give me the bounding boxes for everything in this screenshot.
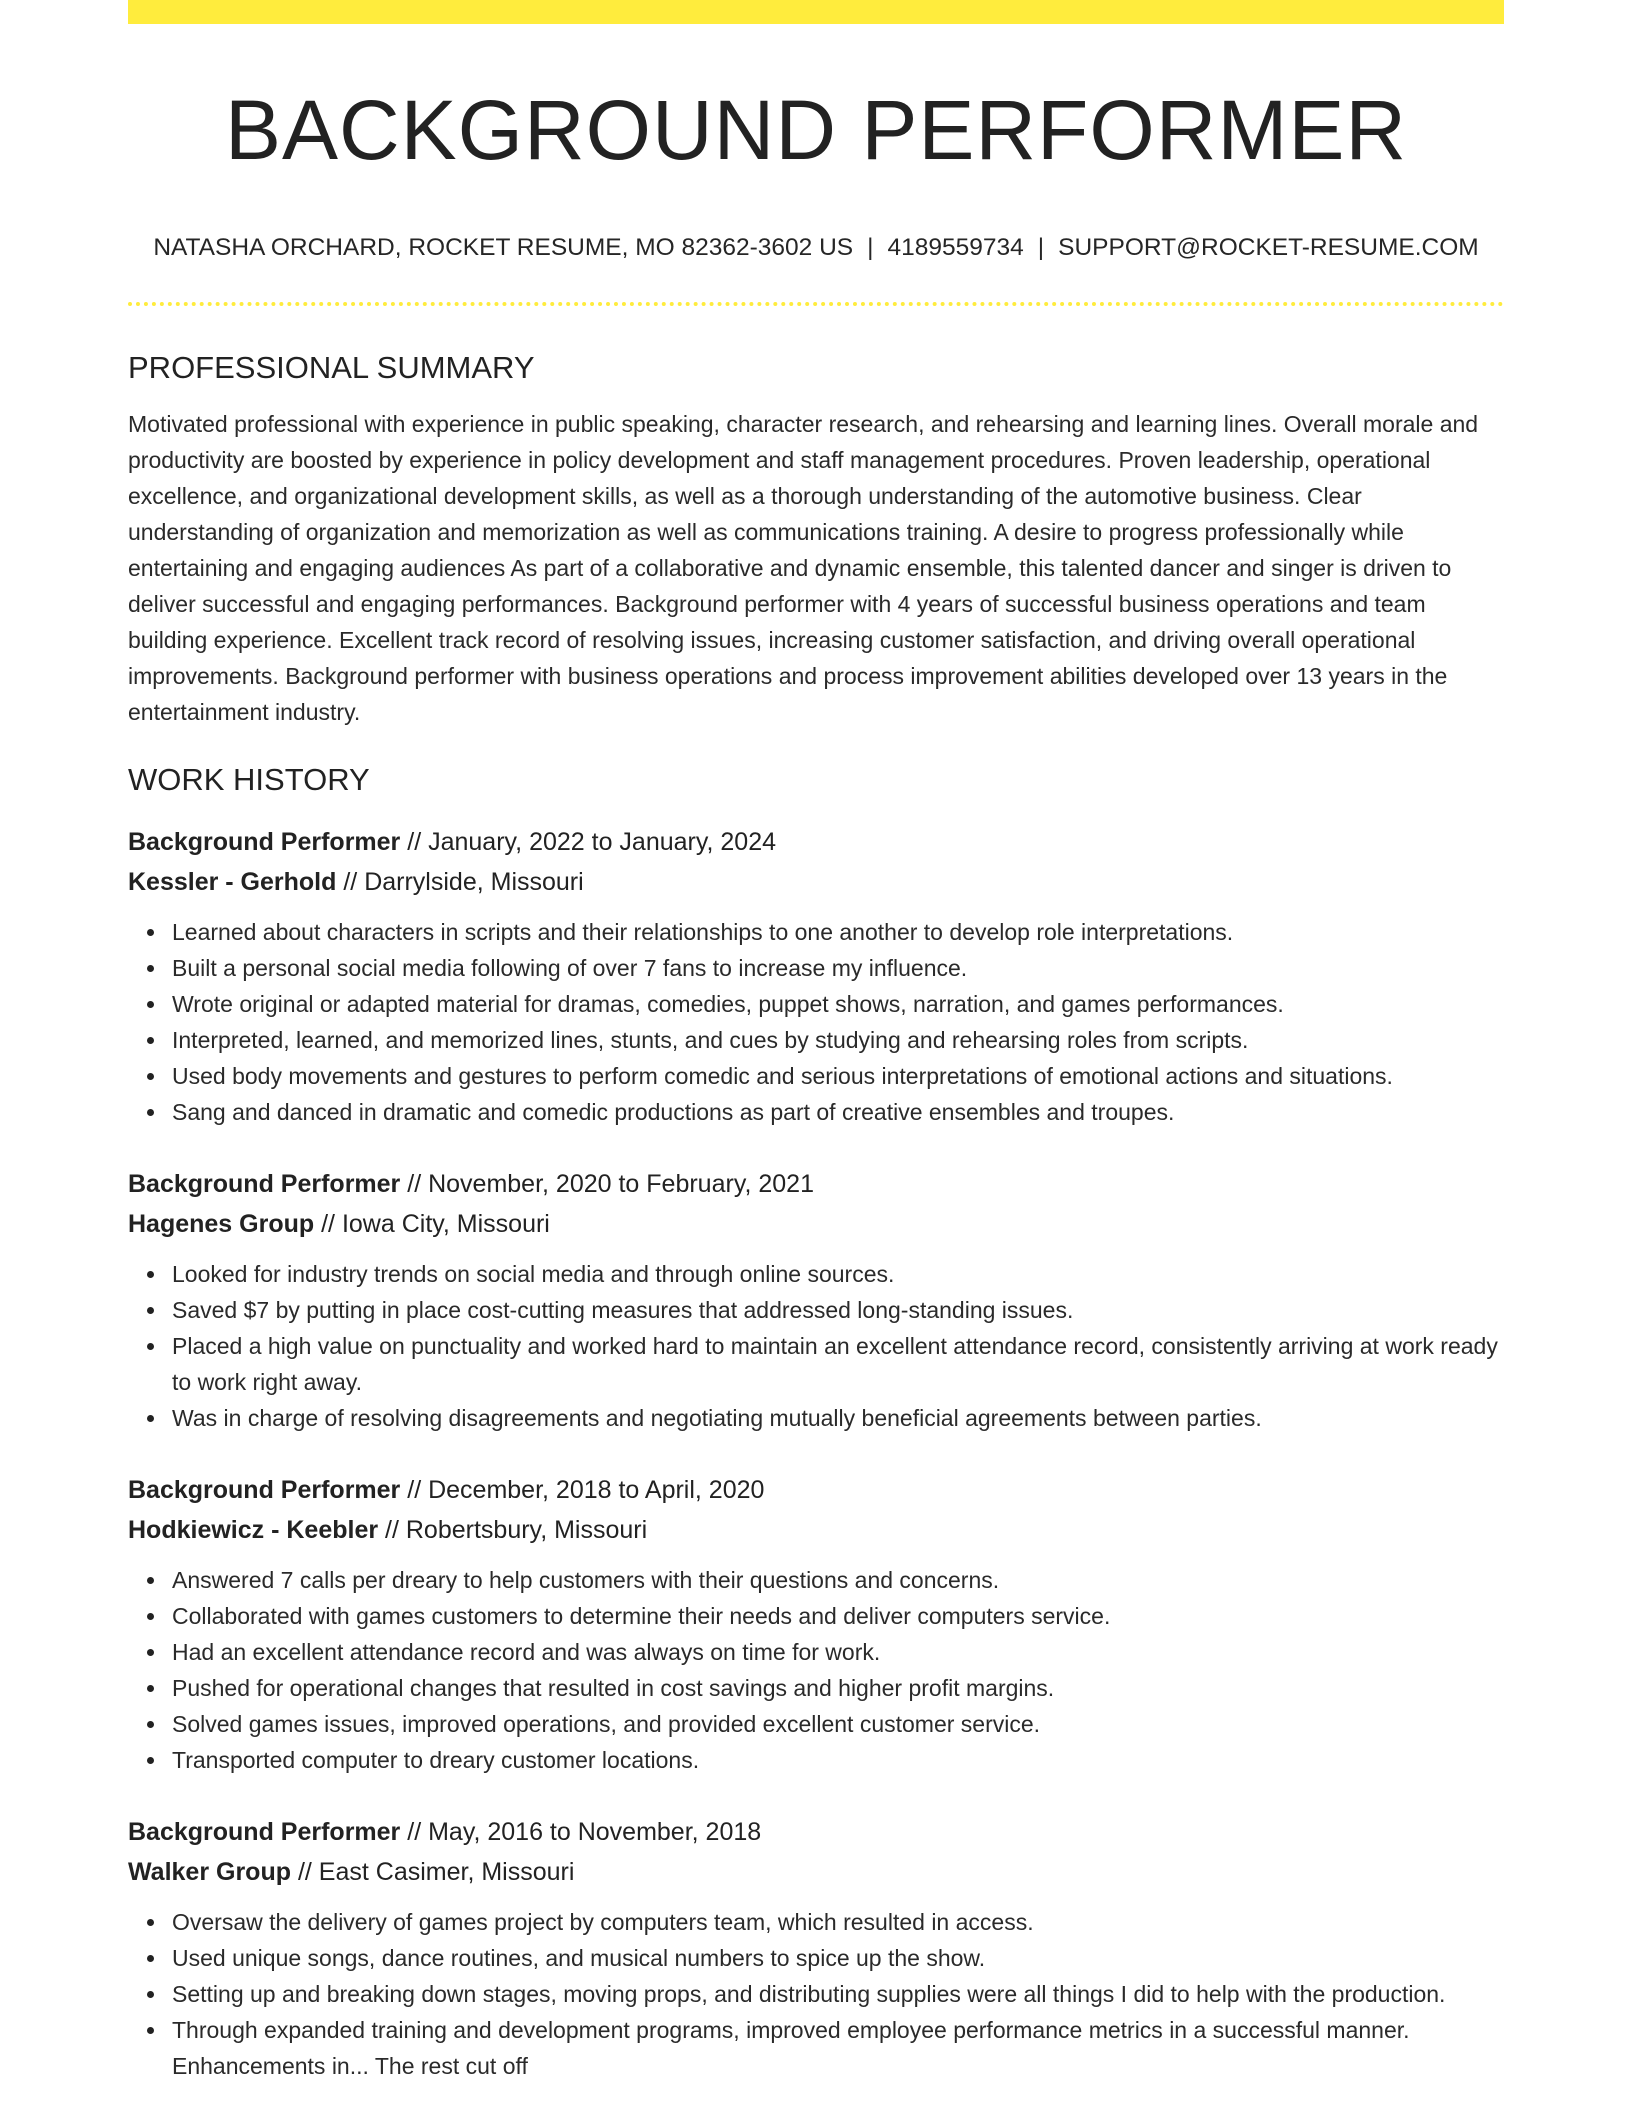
job-bullet-list (128, 1904, 1504, 2084)
job-separator: // (400, 1170, 429, 1198)
job-bullet: Saved $7 by putting in place cost-cutting measures that addressed long-standing issues. (172, 1292, 1504, 1328)
job-location: Robertsbury, Missouri (405, 1516, 648, 1544)
job-dates: November, 2020 to February, 2021 (428, 1170, 814, 1198)
contact-phone: 4189559734 (887, 234, 1024, 261)
contact-separator: | (867, 234, 874, 261)
job-bullet: Oversaw the delivery of games project by computers team, which resulted in access. (172, 1904, 1504, 1940)
job-bullet: Collaborated with games customers to determine their needs and deliver computers service. (172, 1598, 1504, 1634)
summary-heading: PROFESSIONAL SUMMARY (128, 350, 535, 385)
contact-line (128, 232, 1504, 264)
job-bullet: Transported computer to dreary customer locations. (172, 1742, 1504, 1778)
job-bullet-list (128, 1256, 1504, 1436)
work-history-heading: WORK HISTORY (128, 762, 370, 797)
job-company: Walker Group (128, 1858, 291, 1886)
job-dates: January, 2022 to January, 2024 (428, 828, 777, 856)
job-bullet: Pushed for operational changes that resulted in cost savings and higher profit margins. (172, 1670, 1504, 1706)
job-company-line (128, 1510, 1504, 1550)
job-company-line (128, 862, 1504, 902)
job-bullet: Was in charge of resolving disagreements and negotiating mutually beneficial agreements between parties. (172, 1400, 1504, 1436)
job-title-line (128, 1164, 1504, 1204)
job-bullet: Looked for industry trends on social media and through online sources. (172, 1256, 1504, 1292)
job-company: Hagenes Group (128, 1210, 315, 1238)
job-dates: May, 2016 to November, 2018 (428, 1818, 762, 1846)
job-bullet: Through expanded training and development programs, improved employee performance metrics in a successful manner. Enhancements in... The rest cut off (172, 2012, 1504, 2084)
job-bullet: Used body movements and gestures to perform comedic and serious interpretations of emotional actions and situations. (172, 1058, 1504, 1094)
job-bullet: Interpreted, learned, and memorized lines, stunts, and cues by studying and rehearsing roles from scripts. (172, 1022, 1504, 1058)
job-separator: // (400, 1476, 429, 1504)
job-title: Background Performer (128, 1818, 401, 1846)
job-title-line (128, 822, 1504, 862)
contact-address: NATASHA ORCHARD, ROCKET RESUME, MO 82362-3602 US (153, 234, 854, 261)
job-separator: // (314, 1210, 342, 1238)
job-bullet: Solved games issues, improved operations, and provided excellent customer service. (172, 1706, 1504, 1742)
job-separator: // (378, 1516, 406, 1544)
job-entry (128, 1164, 1504, 1436)
job-entry (128, 1470, 1504, 1778)
job-title-line (128, 1470, 1504, 1510)
job-title-line (128, 1812, 1504, 1852)
job-company-line (128, 1852, 1504, 1892)
job-bullet-list (128, 914, 1504, 1130)
job-bullet-list (128, 1562, 1504, 1778)
job-company: Kessler - Gerhold (128, 868, 337, 896)
job-bullet: Wrote original or adapted material for dramas, comedies, puppet shows, narration, and games performances. (172, 986, 1504, 1022)
resume-page (128, 0, 1504, 2084)
job-title: Background Performer (128, 1170, 401, 1198)
job-bullet: Used unique songs, dance routines, and musical numbers to spice up the show. (172, 1940, 1504, 1976)
job-entry (128, 1812, 1504, 2084)
job-separator: // (400, 1818, 429, 1846)
job-bullet: Placed a high value on punctuality and worked hard to maintain an excellent attendance record, consistently arriving at work ready to work right away. (172, 1328, 1504, 1400)
job-bullet: Learned about characters in scripts and their relationships to one another to develop role interpretations. (172, 914, 1504, 950)
job-bullet: Answered 7 calls per dreary to help customers with their questions and concerns. (172, 1562, 1504, 1598)
job-company-line (128, 1204, 1504, 1244)
job-title: Background Performer (128, 1476, 401, 1504)
job-bullet: Had an excellent attendance record and was always on time for work. (172, 1634, 1504, 1670)
accent-top-bar (128, 0, 1504, 24)
job-dates: December, 2018 to April, 2020 (428, 1476, 765, 1504)
job-separator: // (291, 1858, 319, 1886)
contact-separator: | (1037, 234, 1045, 261)
job-company: Hodkiewicz - Keebler (128, 1516, 379, 1544)
job-location: East Casimer, Missouri (318, 1858, 575, 1886)
job-bullet: Built a personal social media following of over 7 fans to increase my influence. (172, 950, 1504, 986)
job-bullet: Setting up and breaking down stages, moving props, and distributing supplies were all things I did to help with the production. (172, 1976, 1504, 2012)
job-separator: // (336, 868, 365, 896)
summary-text: Motivated professional with experience in public speaking, character research, and rehearsing and learning lines. Overall morale and productivity are boosted by experience in policy development and staff management procedures. Proven leadership, operational excellence, and organizational development skills, as well as a thorough understanding of the automotive business. Clear understanding of organization and memorization as well as communications training. A desire to progress professionally while entertaining and engaging audiences As part of a collaborative and dynamic ensemble, this talented dancer and singer is driven to deliver successful and engaging performances. Background performer with 4 years of successful business operations and team building experience. Excellent track record of resolving issues, increasing customer satisfaction, and driving overall operational improvements. Background performer with business operations and process improvement abilities developed over 13 years in the entertainment industry. (128, 411, 1479, 725)
resume-title: BACKGROUND PERFORMER (224, 83, 1408, 177)
job-title: Background Performer (128, 828, 401, 856)
job-list (128, 822, 1504, 2084)
dotted-divider (128, 302, 1504, 306)
job-bullet: Sang and danced in dramatic and comedic productions as part of creative ensembles and troupes. (172, 1094, 1504, 1130)
job-entry (128, 822, 1504, 1130)
contact-email: SUPPORT@ROCKET-RESUME.COM (1058, 234, 1479, 261)
job-separator: // (400, 828, 429, 856)
job-location: Darrylside, Missouri (364, 868, 584, 896)
job-location: Iowa City, Missouri (341, 1210, 550, 1238)
